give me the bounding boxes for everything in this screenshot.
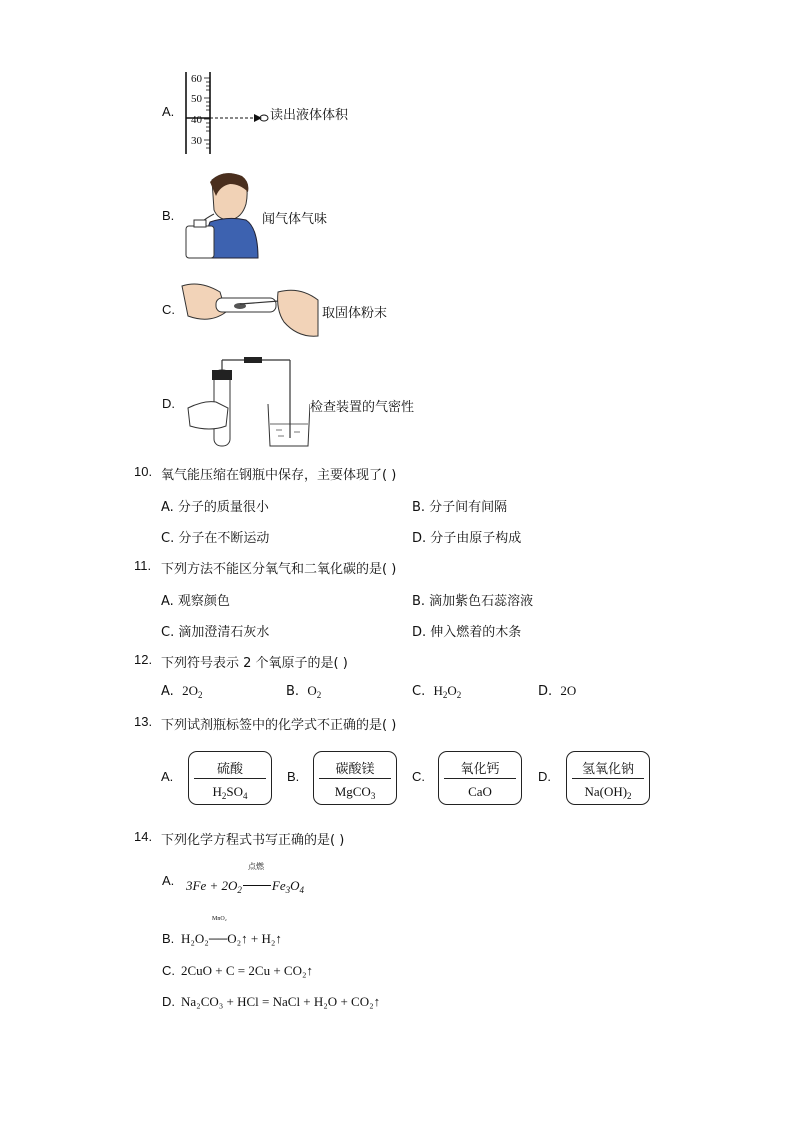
q11-option-d[interactable]: D. 伸入燃着的木条 (412, 625, 522, 640)
q12-number: 12. (134, 652, 153, 667)
q10-stem: 氧气能压缩在钢瓶中保存，主要体现了( ) (161, 468, 397, 483)
reaction-condition: 点燃 (248, 862, 264, 871)
q11-stem: 下列方法不能区分氧气和二氧化碳的是( ) (161, 562, 397, 577)
q14-option-a-letter: A. (162, 873, 175, 888)
tick-label: 50 (191, 93, 202, 105)
smelling-gas-illustration (184, 170, 260, 260)
q9-option-a-letter: A. (162, 104, 175, 119)
tick-label: 60 (191, 73, 202, 85)
q11-option-a[interactable]: A. 观察颜色 (161, 594, 230, 609)
reagent-formula: MgCO$_3$ (334, 784, 376, 801)
q9-option-b-letter: B. (162, 208, 175, 223)
q13-option-d-label[interactable] (566, 751, 650, 805)
q13-number: 13. (134, 714, 153, 729)
q10-option-c[interactable]: C. 分子在不断运动 (161, 531, 270, 546)
reagent-name: 氧化钙 (460, 762, 500, 777)
q14-number: 14. (134, 829, 153, 844)
reaction-arrow-line (243, 885, 271, 886)
q13-option-c-letter: C. (412, 769, 425, 784)
label-divider (319, 778, 391, 779)
q13-option-a-letter: A. (161, 769, 174, 784)
q13-option-c-label[interactable] (438, 751, 522, 805)
reaction-condition: MnO₂ (212, 916, 227, 922)
q14-option-c-letter: C. (162, 963, 175, 978)
reagent-formula: CaO (468, 784, 492, 799)
q13-option-a-label[interactable] (188, 751, 272, 805)
q14-stem: 下列化学方程式书写正确的是( ) (161, 833, 345, 848)
tick-label: 30 (191, 135, 202, 147)
q14-option-d-letter: D. (162, 994, 175, 1009)
q12-option-d[interactable]: D. 2O (538, 683, 577, 699)
q9-option-b-caption: 闻气体气味 (262, 212, 328, 227)
airtightness-illustration (186, 356, 310, 448)
q14-option-b-letter: B. (162, 931, 175, 946)
q14-option-d-equation[interactable]: Na₂CO₃ + HCl = NaCl + H₂O + CO₂↑ (181, 994, 381, 1009)
q13-option-b-label[interactable] (313, 751, 397, 805)
reagent-name: 氢氧化钠 (581, 762, 634, 777)
q10-number: 10. (134, 464, 153, 479)
q9-option-c-letter: C. (162, 302, 175, 317)
reagent-formula: $Na(OH)_2$ (584, 784, 632, 801)
q10-option-d[interactable]: D. 分子由原子构成 (412, 531, 522, 546)
q9-option-d-caption: 检查装置的气密性 (310, 400, 415, 415)
reagent-name: 硫酸 (216, 762, 243, 777)
q12-option-b[interactable]: B. $O_2$ (286, 683, 322, 700)
q11-option-c[interactable]: C. 滴加澄清石灰水 (161, 625, 270, 640)
q9-option-a-caption: 读出液体体积 (270, 108, 349, 123)
q14-option-b-equation[interactable]: H₂O₂──O₂↑ + H₂↑ (181, 931, 282, 946)
q13-option-b-letter: B. (287, 769, 300, 784)
q14-option-c-equation[interactable]: 2CuO + C = 2Cu + CO₂↑ (181, 963, 313, 978)
q12-stem: 下列符号表示 2 个氧原子的是( ) (161, 656, 348, 671)
q13-stem: 下列试剂瓶标签中的化学式不正确的是( ) (161, 718, 397, 733)
q13-option-d-letter: D. (538, 769, 551, 784)
q12-option-a[interactable]: A. $2O_2$ (161, 683, 203, 700)
q12-option-c[interactable]: C. $H_2O_2$ (412, 683, 462, 700)
label-divider (444, 778, 516, 779)
solid-powder-illustration (180, 276, 320, 344)
reagent-name: 碳酸镁 (335, 762, 375, 777)
q10-option-a[interactable]: A. 分子的质量很小 (161, 500, 269, 515)
q9-option-c-caption: 取固体粉末 (322, 306, 388, 321)
reagent-formula: $H_2SO_4$ (212, 784, 248, 801)
q11-number: 11. (134, 558, 152, 573)
q9-option-d-letter: D. (162, 396, 175, 411)
q11-option-b[interactable]: B. 滴加紫色石蕊溶液 (412, 594, 534, 609)
q14-option-a-equation[interactable]: $3Fe + 2O_2$ $Fe_3O_4$ (186, 878, 304, 895)
label-divider (194, 778, 266, 779)
label-divider (572, 778, 644, 779)
tick-label: 40 (191, 114, 202, 126)
q10-option-b[interactable]: B. 分子间有间隔 (412, 500, 508, 515)
